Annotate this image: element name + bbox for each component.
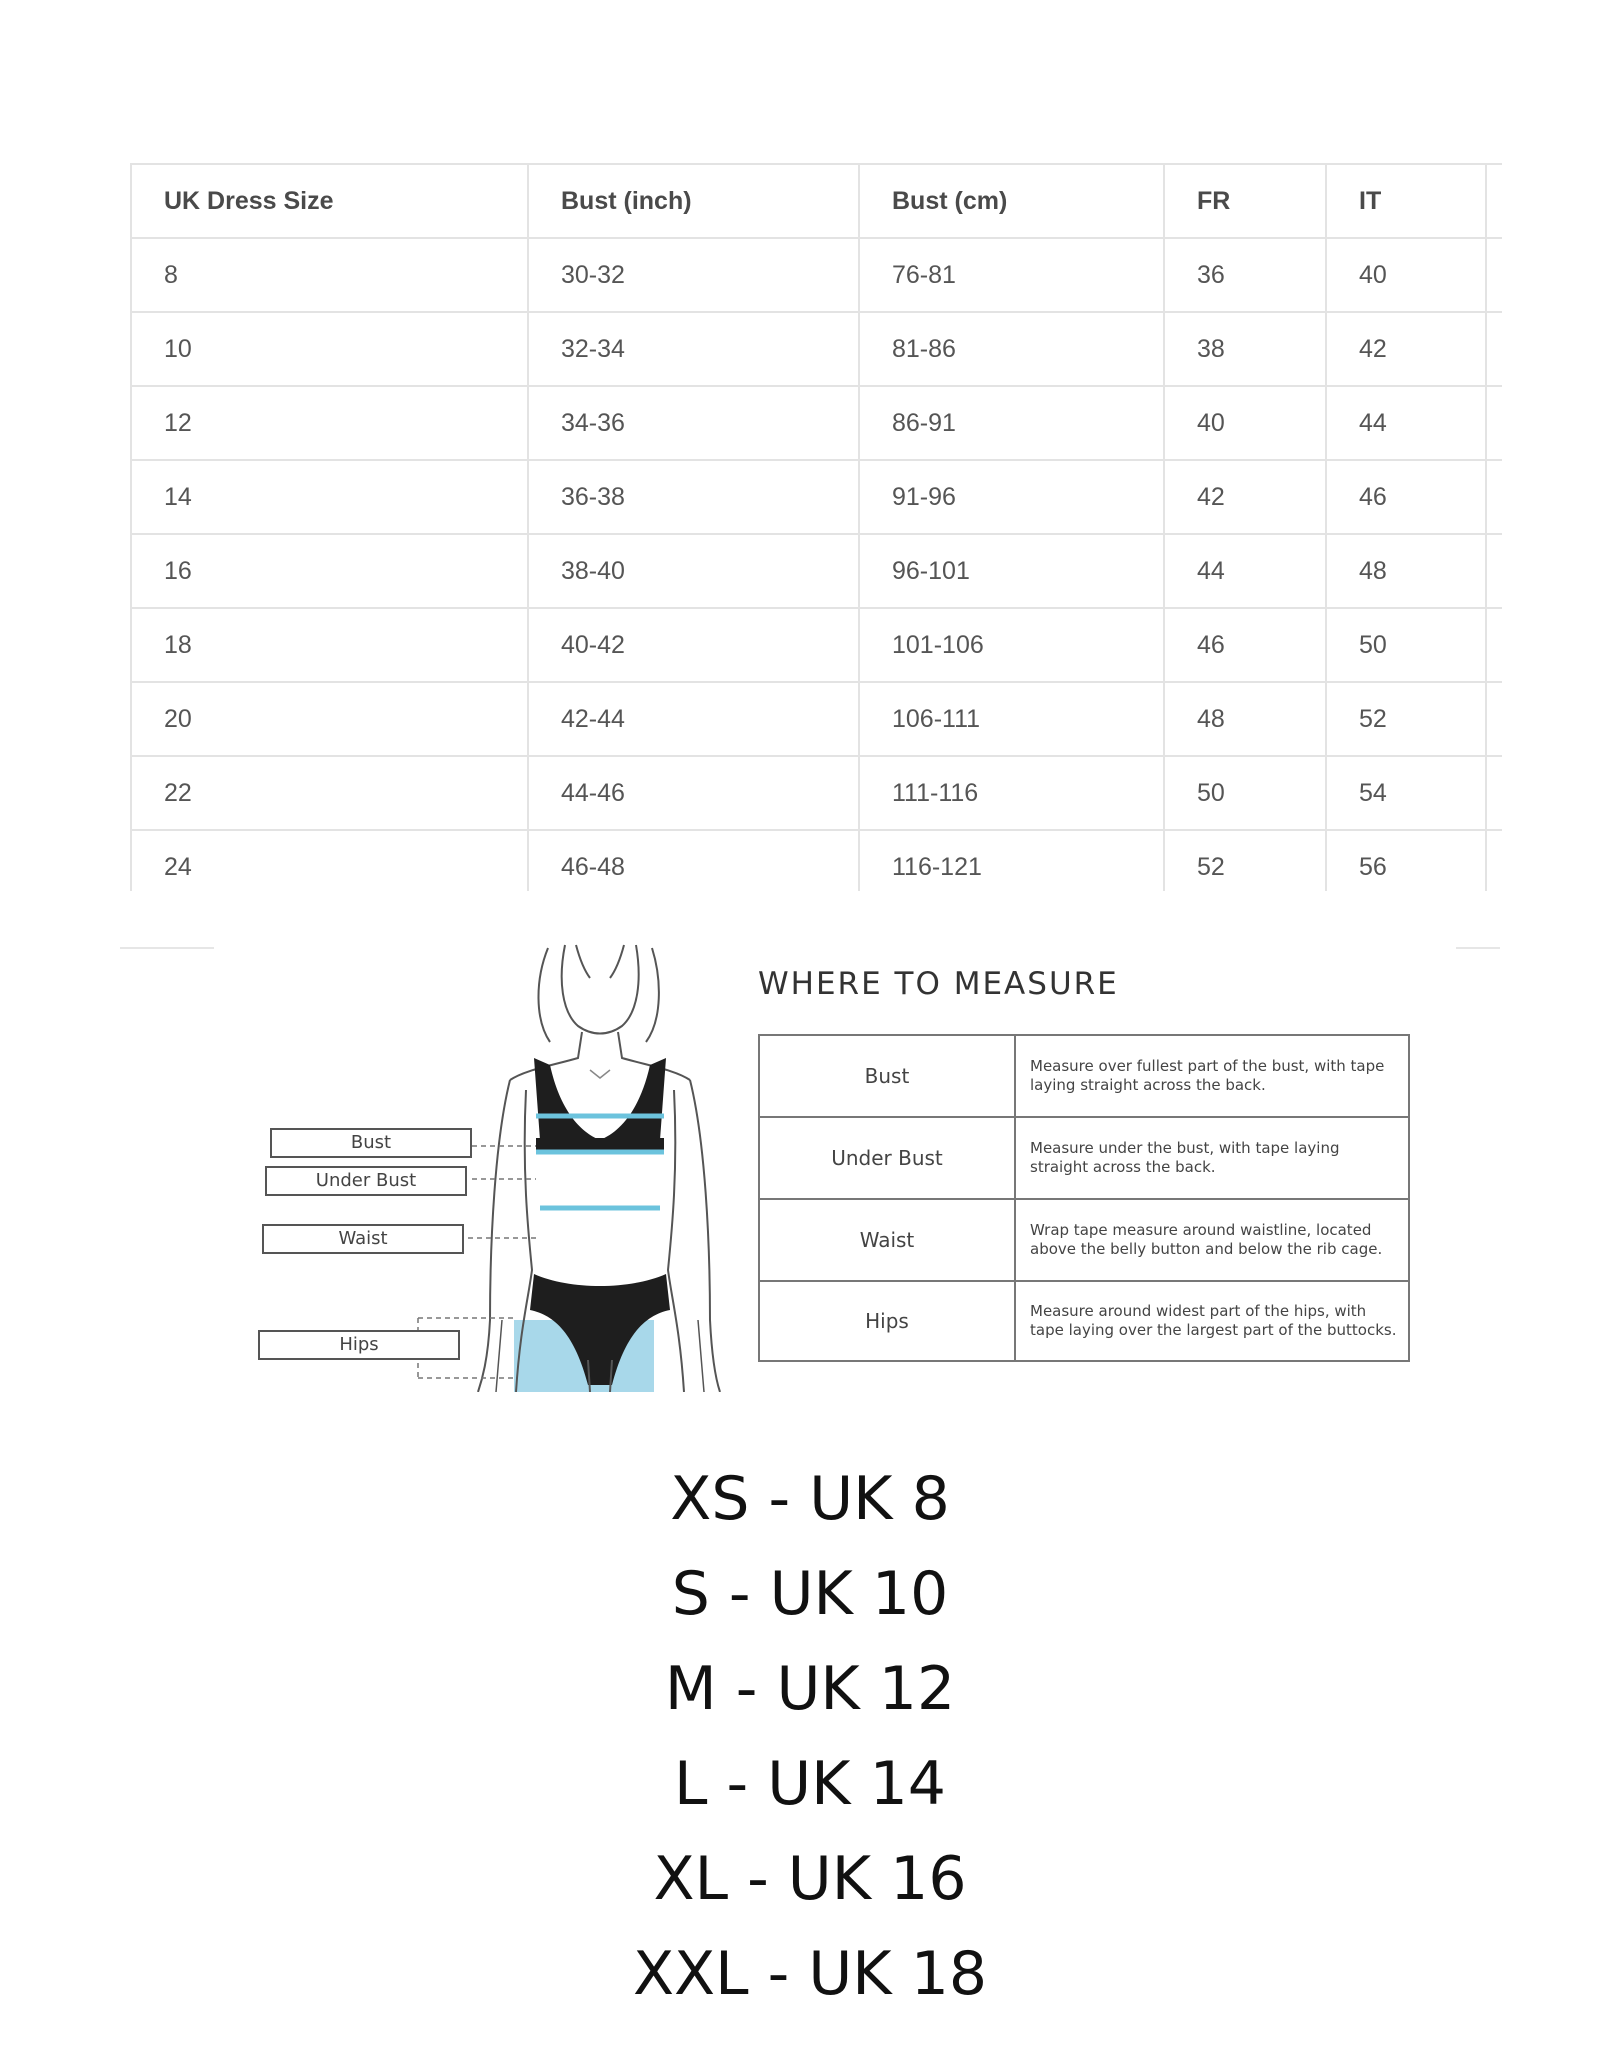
cell-it: 54: [1326, 756, 1486, 830]
cell-bust-cm: 86-91: [859, 386, 1164, 460]
cell-spacer: [1486, 460, 1502, 534]
label-under-bust: Under Bust: [265, 1166, 467, 1196]
cell-spacer: [1486, 534, 1502, 608]
cell-uk-size: 22: [131, 756, 528, 830]
table-row: [131, 312, 1502, 386]
table-row: [131, 238, 1502, 312]
separator-right: [1456, 947, 1500, 949]
measure-area-under-bust: Under Bust: [759, 1117, 1015, 1199]
label-waist: Waist: [262, 1224, 464, 1254]
cell-bust-cm: 81-86: [859, 312, 1164, 386]
cell-uk-size: 20: [131, 682, 528, 756]
header-uk-dress-size: UK Dress Size: [131, 164, 528, 238]
cell-fr: 40: [1164, 386, 1326, 460]
cell-uk-size: 8: [131, 238, 528, 312]
cell-bust-inch: 46-48: [528, 830, 859, 891]
cell-fr: 50: [1164, 756, 1326, 830]
cell-bust-cm: 91-96: [859, 460, 1164, 534]
cell-fr: 52: [1164, 830, 1326, 891]
cell-bust-inch: 44-46: [528, 756, 859, 830]
measure-area-waist: Waist: [759, 1199, 1015, 1281]
size-chart-table: [130, 163, 1502, 891]
letter-size-mapping: [0, 1452, 1620, 2022]
cell-it: 48: [1326, 534, 1486, 608]
cell-it: 42: [1326, 312, 1486, 386]
table-row: [131, 756, 1502, 830]
cell-spacer: [1486, 386, 1502, 460]
measure-instructions-waist: Wrap tape measure around waistline, located above the belly button and below the rib cage.: [1015, 1199, 1409, 1281]
cell-uk-size: 16: [131, 534, 528, 608]
cell-bust-inch: 32-34: [528, 312, 859, 386]
size-mapping-item: XXL - UK 18: [632, 1939, 988, 2009]
cell-uk-size: 18: [131, 608, 528, 682]
cell-bust-cm: 106-111: [859, 682, 1164, 756]
cell-fr: 44: [1164, 534, 1326, 608]
cell-spacer: [1486, 830, 1502, 891]
size-mapping-item: S - UK 10: [671, 1559, 949, 1629]
table-row: [131, 386, 1502, 460]
cell-uk-size: 12: [131, 386, 528, 460]
where-to-measure-title: WHERE TO MEASURE: [758, 966, 1119, 1002]
cell-bust-cm: 101-106: [859, 608, 1164, 682]
cell-bust-cm: 96-101: [859, 534, 1164, 608]
table-row: [131, 682, 1502, 756]
size-mapping-item: L - UK 14: [674, 1749, 946, 1819]
cell-it: 50: [1326, 608, 1486, 682]
measure-instructions-under-bust: Measure under the bust, with tape laying straight across the back.: [1015, 1117, 1409, 1199]
measure-instructions-hips: Measure around widest part of the hips, with tape laying over the largest part of the buttocks.: [1015, 1281, 1409, 1361]
table-row: [131, 608, 1502, 682]
label-bust: Bust: [270, 1128, 472, 1158]
size-table: [130, 163, 1502, 891]
cell-it: 46: [1326, 460, 1486, 534]
cell-spacer: [1486, 682, 1502, 756]
cell-bust-inch: 30-32: [528, 238, 859, 312]
cell-bust-inch: 42-44: [528, 682, 859, 756]
cell-fr: 42: [1164, 460, 1326, 534]
cell-fr: 48: [1164, 682, 1326, 756]
cell-spacer: [1486, 608, 1502, 682]
cell-spacer: [1486, 756, 1502, 830]
cell-bust-inch: 36-38: [528, 460, 859, 534]
cell-bust-cm: 116-121: [859, 830, 1164, 891]
cell-bust-inch: 38-40: [528, 534, 859, 608]
measure-instructions-bust: Measure over fullest part of the bust, with tape laying straight across the back.: [1015, 1035, 1409, 1117]
measure-row-hips: [759, 1281, 1409, 1361]
header-fr: FR: [1164, 164, 1326, 238]
measure-row-under-bust: [759, 1117, 1409, 1199]
header-bust-inch: Bust (inch): [528, 164, 859, 238]
where-to-measure-table: [758, 1034, 1410, 1362]
measure-area-bust: Bust: [759, 1035, 1015, 1117]
cell-fr: 36: [1164, 238, 1326, 312]
cell-spacer: [1486, 238, 1502, 312]
size-mapping-item: M - UK 12: [664, 1654, 956, 1724]
cell-spacer: [1486, 312, 1502, 386]
cell-uk-size: 24: [131, 830, 528, 891]
measure-row-waist: [759, 1199, 1409, 1281]
measure-row-bust: [759, 1035, 1409, 1117]
cell-it: 52: [1326, 682, 1486, 756]
header-it: IT: [1326, 164, 1486, 238]
cell-it: 44: [1326, 386, 1486, 460]
cell-bust-inch: 34-36: [528, 386, 859, 460]
cell-it: 56: [1326, 830, 1486, 891]
separator-left: [120, 947, 214, 949]
size-mapping-item: XL - UK 16: [653, 1844, 967, 1914]
cell-bust-cm: 111-116: [859, 756, 1164, 830]
cell-uk-size: 14: [131, 460, 528, 534]
header-bust-cm: Bust (cm): [859, 164, 1164, 238]
cell-bust-inch: 40-42: [528, 608, 859, 682]
cell-uk-size: 10: [131, 312, 528, 386]
cell-fr: 38: [1164, 312, 1326, 386]
table-row: [131, 460, 1502, 534]
label-hips: Hips: [258, 1330, 460, 1360]
cell-fr: 46: [1164, 608, 1326, 682]
size-mapping-item: XS - UK 8: [670, 1464, 950, 1534]
table-header-row: [131, 164, 1502, 238]
header-spacer: [1486, 164, 1502, 238]
measure-area-hips: Hips: [759, 1281, 1015, 1361]
table-row: [131, 534, 1502, 608]
cell-bust-cm: 76-81: [859, 238, 1164, 312]
cell-it: 40: [1326, 238, 1486, 312]
table-row: [131, 830, 1502, 891]
